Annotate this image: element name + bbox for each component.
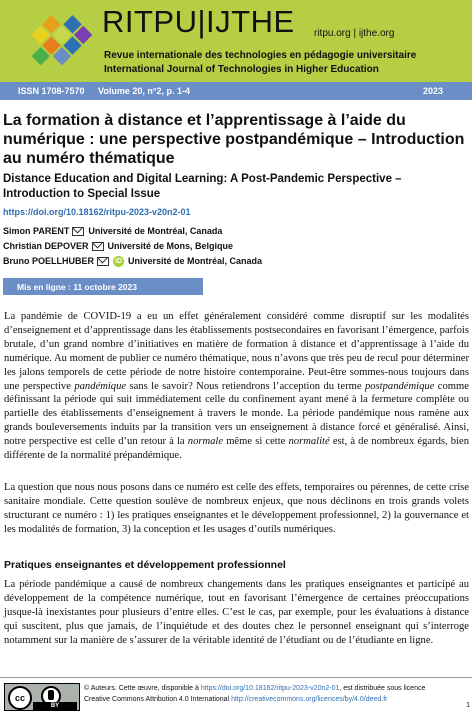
email-icon[interactable] xyxy=(72,227,84,236)
issue-year: 2023 xyxy=(423,86,444,96)
cc-by-license-icon[interactable] xyxy=(4,683,80,711)
author-affiliation: Université de Montréal, Canada xyxy=(88,226,223,236)
diamond-mosaic-logo xyxy=(18,3,96,81)
license-link[interactable]: http://creativecommons.org/licences/by/4.0/deed.fr xyxy=(231,696,388,703)
doi-link[interactable]: https://doi.org/10.18162/ritpu-2023-v20n2-01 xyxy=(3,207,191,217)
journal-subtitle-fr: Revue internationale des technologies en pédagogie universitaire xyxy=(104,50,417,61)
body-paragraph: La période pandémique a causé de nombreux changements dans les pratiques enseignantes et participé au développement de la compétence numérique, tout en favorisant l’émergence de certaines préoccupations jusque-là inexistantes pour plusieurs d’entre elles. C’est le cas, par exemple, pour les évaluations à distance qui suscitent, plus que jamais, de l’inquiétude et des doutes chez le personnel enseignant qui s’interroge notamment sur la manière de s’assurer de la véritable identité de l’étudiant ou de l’étudiante en ligne. xyxy=(4,579,469,646)
body-paragraph: La question que nous nous posons dans ce numéro est celle des effets, temporaires ou pérennes, de cette crise sanitaire mondiale. Cette question soulève de nombreux enjeux, que nous déclinons en trois grands volets structurant ce numéro : 1) les pratiques enseignantes et le développement professionnel, 2) la gouvernance et les modalités de formation, 3) la conception et les usages d’outils numériques. xyxy=(4,482,469,535)
author-name: Christian DEPOVER xyxy=(3,241,89,251)
online-date-band xyxy=(3,278,203,295)
article-link[interactable]: https://doi.org/10.18162/ritpu-2023-v20n2-01 xyxy=(200,685,340,692)
author-row xyxy=(3,256,262,267)
online-date: Mis en ligne : 11 octobre 2023 xyxy=(17,282,137,292)
page-number: 1 xyxy=(466,702,470,709)
cc-icon: cc xyxy=(8,686,32,710)
issue-info-band xyxy=(0,82,472,100)
body-paragraph: La pandémie de COVID-19 a eu un effet généralement considéré comme disruptif sur les modalités d’enseignement et d’apprentissage dans les établissements postsecondaires en favorisant l’émergence, parfois brutale, d’un grand nombre d’initiatives en matière de formation à distance et d’apprentissage à l’aide du numérique. Au moment de publier ce numéro thématique, nous n’avons que très peu de recul pour déterminer les jalons temporels de cette période de notre histoire contemporaine. Peut-être sommes-nous toujours dans une perspective pandémique sans le savoir? Nous retiendrons l’acception du terme postpandémique comme définissant la période qui suit immédiatement celle du confinement ayant mené à la fermeture complète ou partielle des établissements d’enseignement à travers le monde. La période pandémique nous ramène aux grands bouleversements induits par la transition vers un enseignement à distance forcé et généralisé. Ainsi, notre perspective est celle d’un retour à la normale même si cette normalité est, à de nombreux égards, bien différente de la normalité prépandémique. xyxy=(4,311,470,462)
volume-info: Volume 20, n°2, p. 1-4 xyxy=(98,86,190,96)
license-line-1: © Auteurs. Cette œuvre, disponible à https://doi.org/10.18162/ritpu-2023-v20n2-01, est distribuée sous licence xyxy=(84,685,426,692)
section-heading: Pratiques enseignantes et développement professionnel xyxy=(4,559,286,571)
journal-brand: RITPU|IJTHE xyxy=(102,4,295,39)
article-title-en: Distance Education and Digital Learning: A Post-Pandemic Perspective – Introduction to Special Issue xyxy=(3,173,402,200)
email-icon[interactable] xyxy=(97,257,109,266)
journal-site-link[interactable]: ritpu.org | ijthe.org xyxy=(314,28,395,39)
article-title-fr: La formation à distance et l’apprentissage à l’aide du numérique : une perspective postpandémique – Introduction au numéro thématique xyxy=(3,112,465,167)
email-icon[interactable] xyxy=(92,242,104,251)
author-affiliation: Université de Mons, Belgique xyxy=(107,241,234,251)
author-row xyxy=(3,226,222,236)
author-affiliation: Université de Montréal, Canada xyxy=(128,256,263,266)
license-line-2: Creative Commons Attribution 4.0 International http://creativecommons.org/licences/by/4.0/deed.fr xyxy=(84,696,388,703)
author-name: Bruno POELLHUBER xyxy=(3,256,94,266)
license-footer xyxy=(0,677,472,715)
author-name: Simon PARENT xyxy=(3,226,70,236)
author-row xyxy=(3,241,233,251)
journal-header xyxy=(0,0,472,82)
journal-subtitle-en: International Journal of Technologies in Higher Education xyxy=(104,64,379,75)
issn: ISSN 1708-7570 xyxy=(18,86,85,96)
orcid-icon[interactable]: iD xyxy=(115,258,122,266)
by-badge: BY xyxy=(33,702,77,710)
